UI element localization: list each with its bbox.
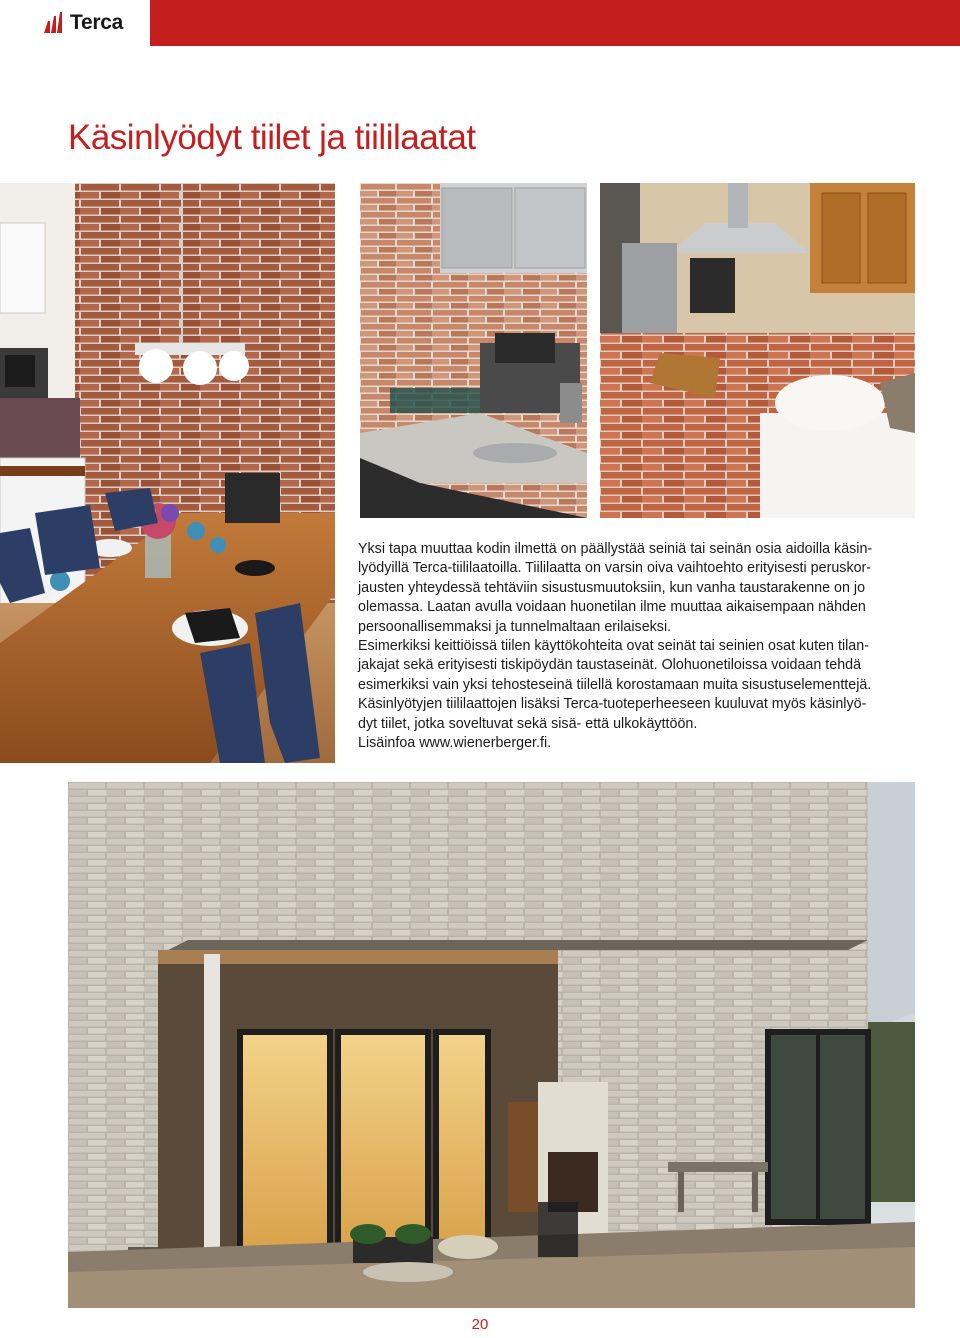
- body-line: jausten yhteydessä tehtäviin sisustusmuutoksiin, kun vanha taustarakenne on jo: [358, 579, 866, 596]
- brand-name: Terca: [70, 11, 123, 34]
- terca-logo: [0, 0, 150, 46]
- kitchen-photo: [360, 183, 587, 518]
- terca-logo-icon: [42, 11, 66, 35]
- page-title: Käsinlyödyt tiilet ja tiililaatat: [68, 118, 476, 157]
- body-line: dyt tiilet, jotka soveltuvat sekä sisä- että ulkokäyttöön.: [358, 715, 698, 732]
- body-line: Esimerkiksi keittiöissä tiilen käyttökohteita ovat seinät tai seinien osat kuten tilan-: [358, 638, 869, 655]
- body-text: [358, 540, 918, 753]
- body-line: Käsinlyötyjen tiililaattojen lisäksi Terca-tuoteperheeseen kuuluvat myös käsinlyö-: [358, 696, 867, 713]
- body-line: jakajat sekä erityisesti tiskipöydän taustaseinät. Olohuonetiloissa voidaan tehdä: [358, 657, 862, 674]
- body-line: Lisäinfoa www.wienerberger.fi.: [358, 735, 552, 752]
- body-line: esimerkiksi vain yksi tehosteseinä tiilellä korostamaan muita sisustuselementtejä.: [358, 676, 872, 693]
- dining-room-photo: [0, 183, 335, 763]
- brick-house-exterior-photo: [68, 782, 915, 1308]
- living-room-photo: [600, 183, 915, 518]
- body-line: Yksi tapa muuttaa kodin ilmettä on päällystää seiniä tai seinän osia aidoilla käsin-: [358, 541, 873, 557]
- body-line: olemassa. Laatan avulla voidaan huonetilan ilme muuttaa aikaisempaan nähden: [358, 599, 866, 616]
- body-line: lyödyillä Terca-tiililaatoilla. Tiililaatta on varsin oiva vaihtoehto erityisesti peruskor-: [358, 560, 872, 577]
- page-number: 20: [471, 1316, 489, 1333]
- body-line: persoonallisemmaksi ja tunnelmaltaan erilaiseksi.: [358, 618, 672, 635]
